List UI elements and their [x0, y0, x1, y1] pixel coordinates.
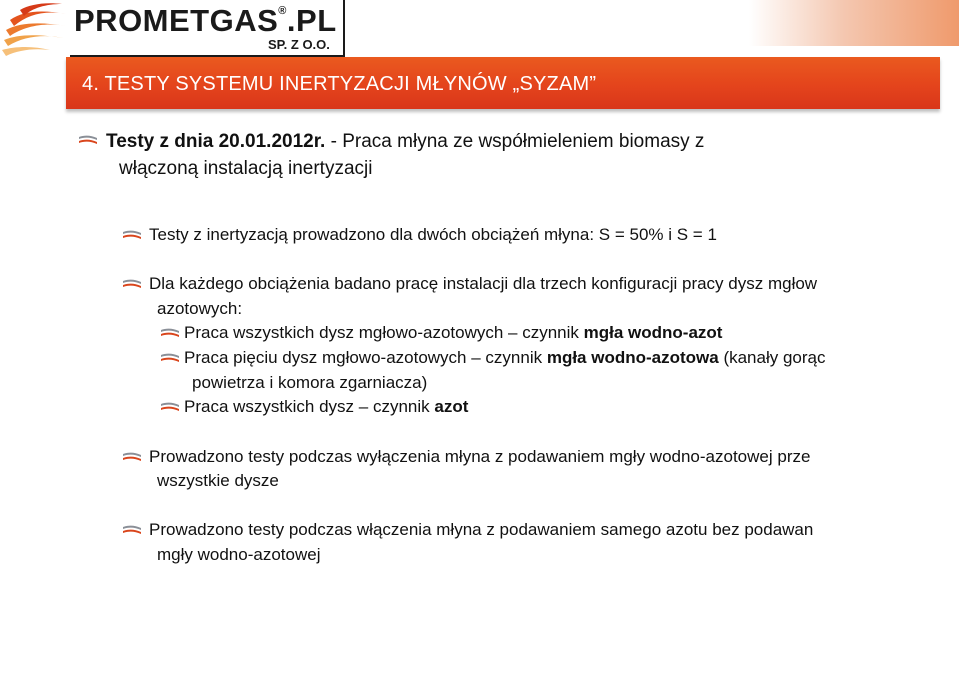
slide-title: 4. TESTY SYSTEMU INERTYZACJI MŁYNÓW „SYZAM” [82, 73, 597, 95]
sub-bullet-icon [160, 325, 180, 339]
startup-line2: mgły wodno-azotowej [157, 545, 321, 564]
load-line: Testy z inertyzacją prowadzono dla dwóch obciążeń młyna: S = 50% i S = 1 [149, 225, 717, 244]
startup-line1: Prowadzono testy podczas włączenia młyna z podawaniem samego azotu bez podawan [149, 520, 814, 539]
tests-header-line2: włączoną instalacją inertyzacji [119, 158, 373, 179]
sub-bullet-icon [160, 399, 180, 413]
title-bar [66, 57, 940, 109]
flame-logo-icon [0, 0, 70, 58]
bullet-icon [122, 276, 142, 290]
shutdown-line1: Prowadzono testy podczas wyłączenia młyna z podawaniem mgły wodno-azotowej prze [149, 447, 811, 466]
shutdown-line2: wszystkie dysze [157, 471, 279, 490]
config-line1: Dla każdego obciążenia badano pracę instalacji dla trzech konfiguracji pracy dysz mgłow [149, 274, 818, 293]
logo-subtitle: SP. Z O.O. [268, 37, 330, 52]
bullet-icon [122, 522, 142, 536]
company-logo [0, 0, 345, 58]
bullet-icon [122, 449, 142, 463]
sub-item-2: Praca pięciu dysz mgłowo-azotowych – czynnik mgła wodno-azotowa (kanały gorąc [184, 348, 826, 367]
header-decoration [340, 0, 959, 50]
sub-item-2-line2: powietrza i komora zgarniacza) [192, 373, 428, 392]
logo-brand-text: PROMETGAS®.PL [74, 3, 337, 38]
bullet-icon [78, 132, 98, 146]
sub-item-1: Praca wszystkich dysz mgłowo-azotowych – czynnik mgła wodno-azot [184, 323, 723, 342]
sub-bullet-icon [160, 350, 180, 364]
sub-item-3: Praca wszystkich dysz – czynnik azot [184, 397, 469, 416]
config-line2: azotowych: [157, 299, 243, 318]
tests-header-line1: Testy z dnia 20.01.2012r. - Praca młyna ze współmieleniem biomasy z [106, 131, 705, 152]
bullet-icon [122, 227, 142, 241]
